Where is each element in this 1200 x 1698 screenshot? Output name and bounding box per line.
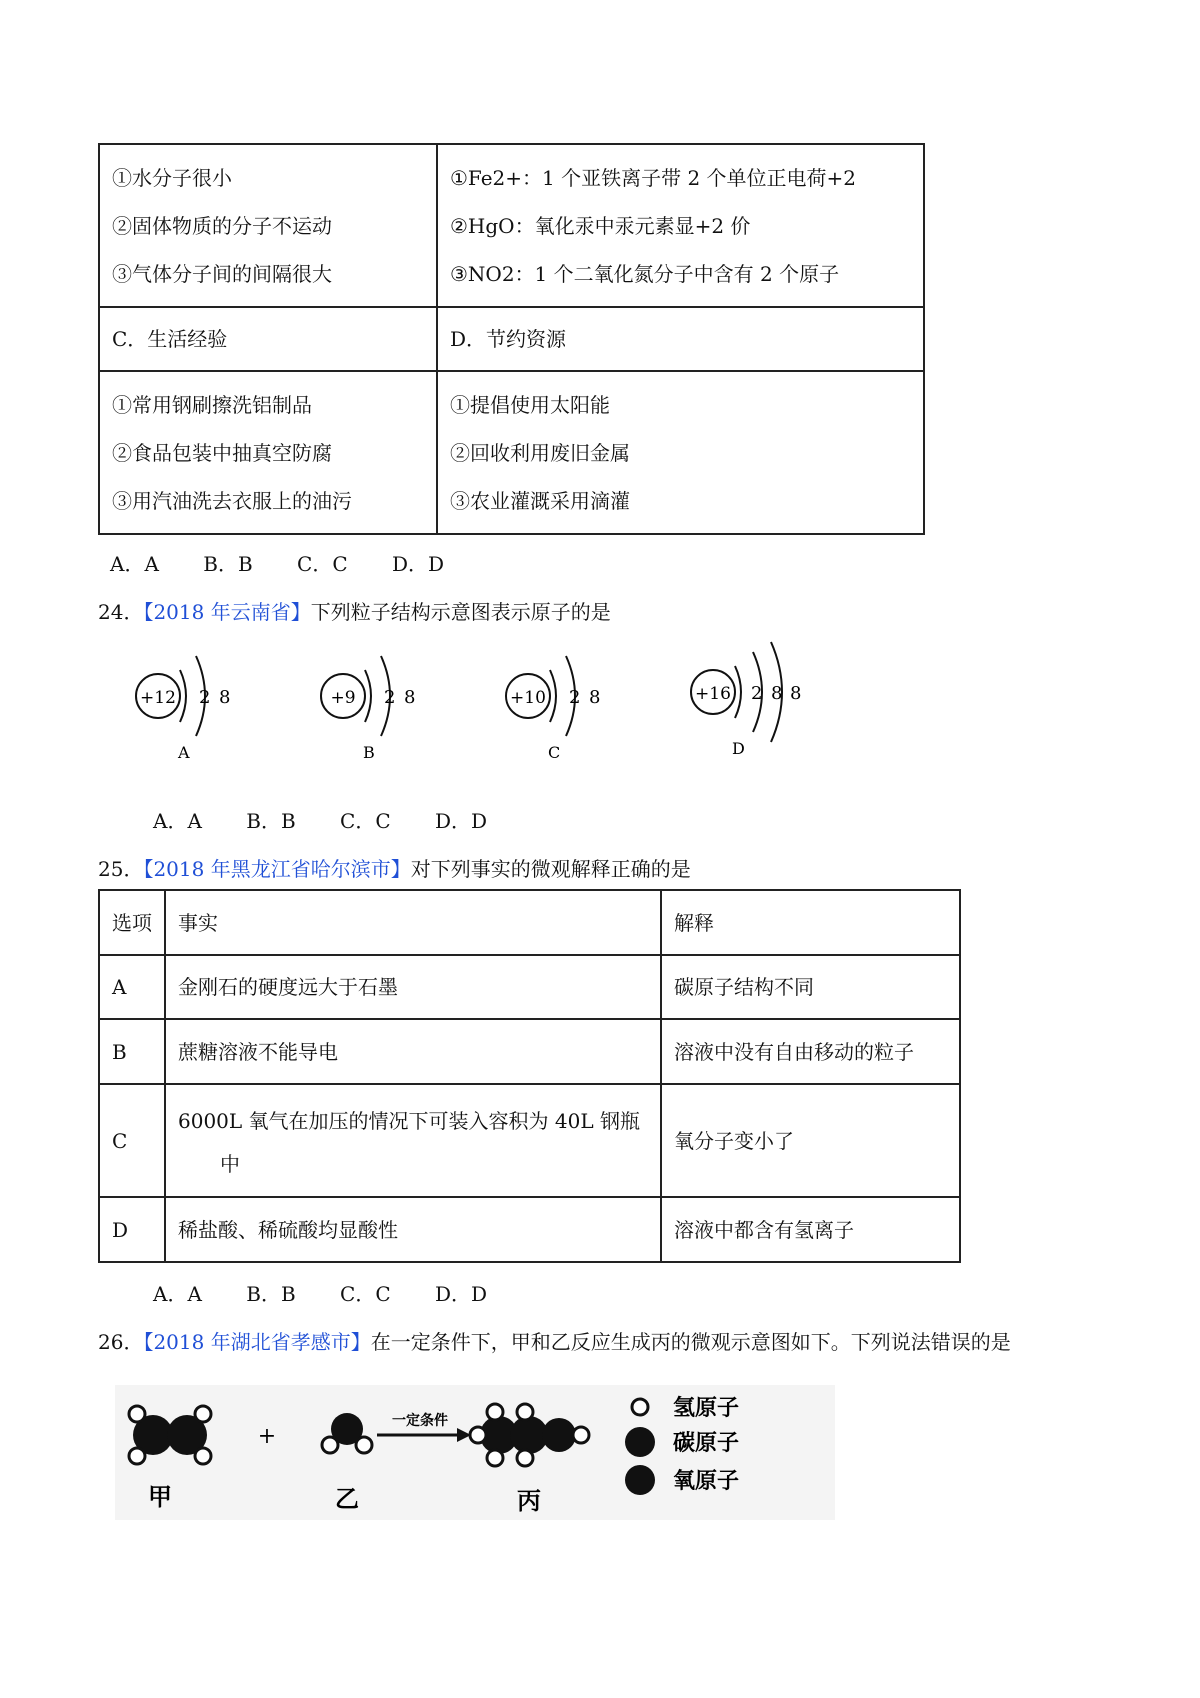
atom-diagram-a[interactable] [136,656,230,762]
legend-label: 碳原子 [673,1430,740,1456]
atom-label: D [732,739,745,758]
option-b[interactable]: B．B [203,552,253,576]
option-b[interactable]: B．B [246,809,296,833]
q23-line: ③用汽油洗去衣服上的油污 [112,488,352,513]
q23-line: ③气体分子间的间隔很大 [112,261,332,286]
atom-label: B [363,743,375,762]
row-option: B [99,1019,165,1084]
row-explain: 碳原子结构不同 [661,955,960,1019]
option-c[interactable]: C．C [340,1282,391,1306]
row-explain: 氧分子变小了 [661,1084,960,1197]
option-d[interactable]: D．D [434,1282,488,1306]
row-option: D [99,1197,165,1262]
molecule-label: 丙 [517,1486,541,1515]
option-d[interactable]: D．D [434,809,488,833]
nucleus-label: +9 [330,688,356,708]
row-option: C [99,1084,165,1197]
shell-count: 2 [199,687,211,708]
shell-count: 8 [404,687,416,708]
q23-cell-right-3 [437,371,924,534]
q23-line: ①水分子很小 [112,165,232,190]
atom-label: A [178,743,190,762]
nucleus-label: +10 [510,688,546,708]
option-d[interactable]: D．D [391,552,445,576]
shell-count: 2 [384,687,396,708]
atom-diagram-c[interactable] [506,656,600,762]
option-b[interactable]: B．B [246,1282,296,1306]
row-explain: 溶液中没有自由移动的粒子 [661,1019,960,1084]
arrow-label: 一定条件 [392,1413,448,1429]
q24-atom-diagrams [120,640,840,780]
nucleus-label: +12 [140,688,176,708]
option-c[interactable]: C．C [340,809,391,833]
q25-stem [98,853,691,882]
q26-reaction-diagram [115,1385,835,1520]
atom-label: C [548,743,561,762]
q25-header-explain: 解释 [661,890,960,955]
atom-legend [625,1395,739,1495]
molecule-label: 甲 [148,1482,172,1511]
q24-source: 【2018 年云南省】 [143,600,311,624]
q26-source: 【2018 年湖北省孝感市】 [143,1330,371,1354]
row-fact-line-2: 中 [220,1151,240,1176]
shell-count: 8 [219,687,231,708]
row-explain: 溶液中都含有氢离子 [661,1197,960,1262]
q23-line: ②固体物质的分子不运动 [112,213,332,238]
q23-cell-left-1 [99,144,437,307]
option-a[interactable]: A．A [110,552,159,576]
shell-count: 8 [589,687,601,708]
row-fact [165,1084,661,1197]
q23-head-d: D．节约资源 [437,307,924,371]
q23-line: ③NO2：1 个二氧化氮分子中含有 2 个原子 [450,261,840,286]
nucleus-label: +16 [695,684,731,704]
q23-line: ③农业灌溉采用滴灌 [450,488,630,513]
q23-line: ①Fe2+：1 个亚铁离子带 2 个单位正电荷+2 [450,165,857,190]
option-a[interactable]: A．A [153,1282,202,1306]
q25-table [98,889,961,1263]
q25-source: 【2018 年黑龙江省哈尔滨市】 [143,857,411,881]
row-fact: 金刚石的硬度远大于石墨 [165,955,661,1019]
q25-header-fact: 事实 [165,890,661,955]
q23-line: ②HgO：氧化汞中汞元素显+2 价 [450,213,751,238]
q26-text: 在一定条件下，甲和乙反应生成丙的微观示意图如下。下列说法错误的是 [370,1330,1011,1354]
table-row [99,1084,960,1197]
q24-number: 24． [98,600,144,624]
legend-label: 氧原子 [673,1468,740,1494]
table-row [99,1019,960,1084]
q25-number: 25． [98,857,144,881]
atom-diagram-d[interactable] [691,642,801,758]
shell-count: 8 [790,683,802,704]
shell-count: 2 [569,687,581,708]
molecule-label: 乙 [335,1484,359,1513]
shell-count: 8 [771,683,783,704]
row-fact: 蔗糖溶液不能导电 [165,1019,661,1084]
q23-cell-left-3 [99,371,437,534]
q23-line: ②食品包装中抽真空防腐 [112,440,332,465]
q23-table [98,143,925,535]
q23-line: ①常用钢刷擦洗铝制品 [112,392,312,417]
q24-options [153,805,525,834]
q25-text: 对下列事实的微观解释正确的是 [410,857,691,881]
q23-options [110,548,482,577]
q24-text: 下列粒子结构示意图表示原子的是 [310,600,611,624]
q26-number: 26． [98,1330,144,1354]
q24-stem [98,596,611,625]
q23-cell-right-1 [437,144,924,307]
q25-header-option: 选项 [99,890,165,955]
q26-stem [98,1326,1011,1355]
plus-sign: + [257,1424,277,1449]
row-fact-line: 6000L 氧气在加压的情况下可装入容积为 40L 钢瓶 [178,1108,640,1133]
q23-line: ②回收利用废旧金属 [450,440,630,465]
q23-line: ①提倡使用太阳能 [450,392,610,417]
shell-count: 2 [751,683,763,704]
atom-diagram-b[interactable] [321,656,415,762]
row-option: A [99,955,165,1019]
option-a[interactable]: A．A [153,809,202,833]
table-row [99,955,960,1019]
q23-head-c: C．生活经验 [99,307,437,371]
table-row [99,1197,960,1262]
row-fact: 稀盐酸、稀硫酸均显酸性 [165,1197,661,1262]
q25-options [153,1278,525,1307]
legend-label: 氢原子 [673,1395,740,1421]
option-c[interactable]: C．C [297,552,348,576]
